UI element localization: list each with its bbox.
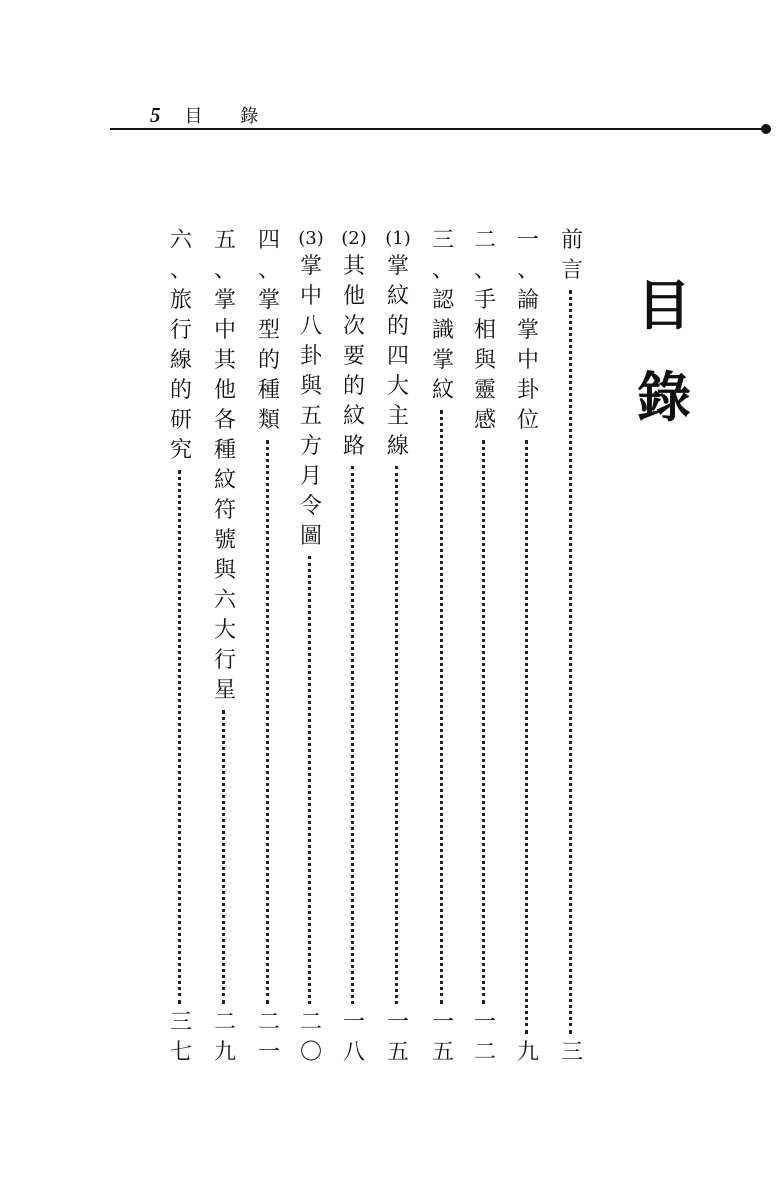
toc-entry-title-char: 旅	[169, 288, 192, 313]
toc-entry-number-char: 、	[169, 258, 192, 283]
dot-leader	[395, 466, 401, 1004]
toc-entry-page-char: 九	[213, 1040, 236, 1065]
toc-entry-title-char: 前	[560, 228, 583, 253]
toc-entry-title	[474, 226, 496, 436]
page-heading-char: 錄	[637, 365, 691, 429]
toc-entry-page	[517, 1038, 539, 1068]
dot-leader	[266, 440, 272, 1004]
toc-entry-number-char: 、	[257, 258, 280, 283]
toc-entry-title-char: 卦	[516, 378, 539, 403]
toc-entry-title-char: 言	[560, 258, 583, 283]
toc-entry-title-char: 型	[257, 318, 280, 343]
page-number: 5	[150, 103, 161, 127]
toc-entry-page-char: 七	[169, 1040, 192, 1065]
toc-entry-title-char: 他	[213, 378, 236, 403]
toc-entry	[513, 226, 543, 1068]
toc-entry-title-char: 認	[431, 288, 454, 313]
dot-leader	[222, 710, 228, 1004]
toc-entry-title-char: 五	[299, 404, 322, 429]
toc-entry-title-char: 紋	[342, 404, 365, 429]
header-rule	[110, 128, 762, 130]
toc-entry-page	[432, 1008, 454, 1068]
toc-entry-number-char: 、	[431, 258, 454, 283]
toc-entry-title-char: 符	[213, 498, 236, 523]
toc-entry-title-char: 大	[386, 374, 409, 399]
toc-entry-title-char: 研	[169, 408, 192, 433]
toc-entry-title-char: 究	[169, 438, 192, 463]
toc-entry-title	[258, 226, 280, 436]
toc-entry-number-char: 、	[516, 258, 539, 283]
toc-entry-number-char: 四	[257, 228, 280, 253]
toc-entry-title-char: 行	[213, 648, 236, 673]
toc-entry	[428, 226, 458, 1068]
toc-entry-page-char: 二	[473, 1040, 496, 1065]
dot-leader	[525, 440, 531, 1034]
toc-entry-title	[385, 226, 411, 462]
toc-entry-title-char: 方	[299, 434, 322, 459]
toc-entry	[470, 226, 500, 1068]
toc-entry-title-char: 紋	[431, 378, 454, 403]
toc-entry-title-char: 卦	[299, 344, 322, 369]
toc-entry-title-char: 掌	[299, 254, 322, 279]
toc-entry-title-char: 月	[299, 464, 322, 489]
toc-entry-title-char: 掌	[386, 254, 409, 279]
toc-entry-page-char: 二	[213, 1010, 236, 1035]
toc-entry-page-char: 一	[257, 1040, 280, 1065]
toc-entry-number-char: 一	[516, 228, 539, 253]
toc-entry-title-char: 六	[213, 588, 236, 613]
toc-entry-title-char: 中	[516, 348, 539, 373]
toc-entry-title-char: 圖	[299, 524, 322, 549]
toc-entry-title-char: 四	[386, 344, 409, 369]
toc-entry-number: (2)	[341, 228, 367, 249]
toc-entry-title-char: 次	[342, 314, 365, 339]
toc-entry-title-char: 其	[342, 254, 365, 279]
toc-entry-page-char: 二	[299, 1010, 322, 1035]
toc-entry-title-char: 相	[473, 318, 496, 343]
toc-entry	[339, 226, 369, 1068]
toc-entry-page	[343, 1008, 365, 1068]
toc-entry-title-char: 論	[516, 288, 539, 313]
page-heading	[632, 273, 696, 429]
toc-entry-title-char: 中	[213, 318, 236, 343]
toc-entry-number: (3)	[298, 228, 324, 249]
page-heading-char: 目	[637, 273, 691, 337]
toc-entry-title-char: 掌	[516, 318, 539, 343]
toc-entry-title-char: 要	[342, 344, 365, 369]
toc-entry-title-char: 與	[299, 374, 322, 399]
toc-entry-title-char: 八	[299, 314, 322, 339]
toc-entry-title-char: 紋	[213, 468, 236, 493]
toc-entry-page	[474, 1008, 496, 1068]
toc-entry-number: (1)	[385, 228, 411, 249]
toc-entry-title	[561, 226, 583, 286]
toc-entry-number-char: 二	[473, 228, 496, 253]
toc-entry-number-char: 、	[213, 258, 236, 283]
header-rule-dot	[761, 124, 771, 134]
toc-entry	[557, 226, 587, 1068]
toc-entry-title-char: 路	[342, 434, 365, 459]
dot-leader	[308, 556, 314, 1004]
toc-entry-page	[561, 1038, 583, 1068]
toc-entry	[166, 226, 196, 1068]
toc-entry-title-char: 識	[431, 318, 454, 343]
toc-entry-page-char: 九	[516, 1040, 539, 1065]
toc-entry	[383, 226, 413, 1068]
toc-entry-title-char: 紋	[386, 284, 409, 309]
running-header	[150, 100, 274, 128]
toc-entry-title-char: 掌	[257, 288, 280, 313]
toc-entry-title-char: 號	[213, 528, 236, 553]
toc-entry-title-char: 種	[257, 378, 280, 403]
toc-entry-title-char: 星	[213, 678, 236, 703]
toc-entry-title-char: 各	[213, 408, 236, 433]
toc-entry-page-char: 一	[342, 1010, 365, 1035]
toc-entry-page-char: 三	[560, 1040, 583, 1065]
toc-entry-page	[170, 1008, 192, 1068]
toc-entry-title-char: 的	[257, 348, 280, 373]
toc-entry-page-char: 〇	[299, 1040, 322, 1065]
toc-entry-title-char: 行	[169, 318, 192, 343]
toc-entry-page-char: 二	[257, 1010, 280, 1035]
toc-entry-number-char: 六	[169, 228, 192, 253]
toc-entry-title-char: 的	[169, 378, 192, 403]
toc-entry-title	[214, 226, 236, 706]
toc-entry-title	[170, 226, 192, 466]
toc-entry-title-char: 與	[473, 348, 496, 373]
toc-entry-title-char: 中	[299, 284, 322, 309]
dot-leader	[351, 466, 357, 1004]
toc-entry-page-char: 三	[169, 1010, 192, 1035]
toc-entry-title	[298, 226, 324, 552]
toc-entry-title-char: 掌	[213, 288, 236, 313]
toc-entry-number-char: 、	[473, 258, 496, 283]
toc-entry-title-char: 位	[516, 408, 539, 433]
toc-entry-page	[258, 1008, 280, 1068]
toc-entry-title-char: 線	[386, 434, 409, 459]
toc-entry-title-char: 種	[213, 438, 236, 463]
toc-entry-page-char: 一	[386, 1010, 409, 1035]
toc-entry-title-char: 掌	[431, 348, 454, 373]
toc-entry	[254, 226, 284, 1068]
toc-entry-title-char: 與	[213, 558, 236, 583]
toc-entry-title-char: 類	[257, 408, 280, 433]
toc-entry-title-char: 大	[213, 618, 236, 643]
toc-entry-title-char: 感	[473, 408, 496, 433]
dot-leader	[569, 290, 575, 1034]
toc-entry-title-char: 令	[299, 494, 322, 519]
running-title: 目 錄	[184, 106, 275, 127]
dot-leader	[482, 440, 488, 1004]
toc-entry-title-char: 的	[342, 374, 365, 399]
toc-entry-page-char: 一	[473, 1010, 496, 1035]
toc-entry-title-char: 線	[169, 348, 192, 373]
toc-entry-page-char: 五	[386, 1040, 409, 1065]
toc-entry-page	[300, 1008, 322, 1068]
toc-entry-title	[341, 226, 367, 462]
toc-entry-title-char: 靈	[473, 378, 496, 403]
toc-entry	[296, 226, 326, 1068]
toc-entry-title-char: 主	[386, 404, 409, 429]
toc-entry-title-char: 他	[342, 284, 365, 309]
toc-entry-page-char: 八	[342, 1040, 365, 1065]
toc-entry-page	[387, 1008, 409, 1068]
toc-entry-page-char: 五	[431, 1040, 454, 1065]
dot-leader	[440, 410, 446, 1004]
toc-entry-title	[432, 226, 454, 406]
toc-entry-title-char: 的	[386, 314, 409, 339]
toc-entry	[210, 226, 240, 1068]
toc-entry-page	[214, 1008, 236, 1068]
toc-entry-title	[517, 226, 539, 436]
toc-entry-number-char: 五	[213, 228, 236, 253]
toc-entry-title-char: 其	[213, 348, 236, 373]
toc-entry-page-char: 一	[431, 1010, 454, 1035]
dot-leader	[178, 470, 184, 1004]
toc-entry-title-char: 手	[473, 288, 496, 313]
toc-entry-number-char: 三	[431, 228, 454, 253]
